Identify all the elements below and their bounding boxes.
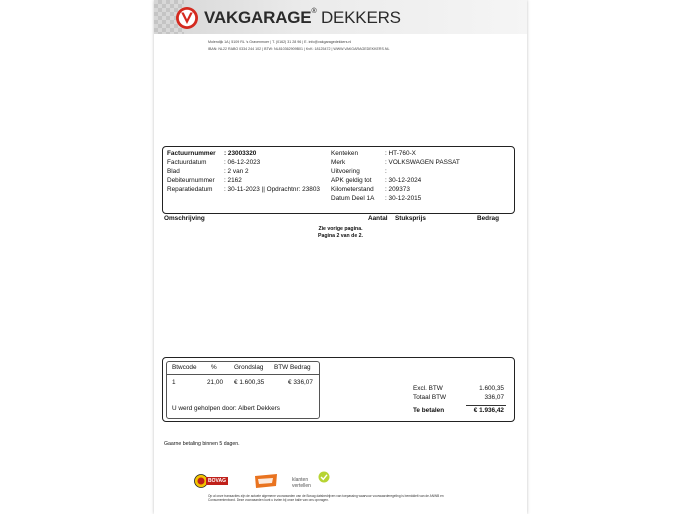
notice-previous-page: Zie vorige pagina. [318,226,363,232]
date-part1a-value: : 30-12-2015 [385,195,422,202]
klanten-check-icon [318,471,330,483]
excl-vat-label: Excl. BTW [413,385,443,392]
repair-date-value: : 30-11-2023 || Opdrachtnr: 23803 [224,186,320,193]
klanten-text-1: klanten [292,477,309,483]
vat-table [166,361,320,419]
bovag-text: BOVAG [208,478,226,484]
invoice-details-box [162,146,515,214]
variant-value: : [385,168,387,175]
mileage-label: Kilometerstand [331,186,374,193]
address-line: Molendijk 1A | 5109 RL 's Gravenmoer | T. (0162) 31 28 96 | E. info@vakgaragedekkers.nl [208,40,352,44]
disclaimer-line-2: Consumentenbond. Deze voorwaarden kunt u inzien bij onze balie van ons opvragen. [208,498,329,503]
payment-note: Gaarne betaling binnen 5 dagen. [164,441,240,447]
debtor-label: Debiteurnummer [167,177,215,184]
plate-value: : HT-760-X [385,150,416,157]
column-bedrag: Bedrag [477,215,500,222]
column-aantal: Aantal [368,215,388,222]
vat-header-amount: BTW Bedrag [274,364,311,371]
sheet-value: : 2 van 2 [224,168,249,175]
vat-row-pct: 21,00 [207,379,223,386]
excl-vat-value: 1.600,35 [479,385,504,392]
vat-row-code: 1 [172,379,176,386]
debtor-value: : 2162 [224,177,242,184]
invoice-page [154,0,527,514]
invoice-number-label: Factuurnummer [167,150,216,157]
vat-header-pct: % [211,364,217,371]
totals-box [162,357,515,422]
apk-label: APK geldig tot [331,177,372,184]
header-banner [154,0,527,34]
disclaimer-line-1: Op al onze transacties zijn de actuele algemene voorwaarden van de Bovag datsbedrijven van toepassing waarvoor voorwaarderegeling is bemiddelt van de ANWB en [208,494,444,498]
bovag-logo [194,473,228,489]
brand-value: : VOLKSWAGEN PASSAT [385,159,460,166]
brand-name-bold: VAKGARAGE [204,8,312,27]
repair-date-label: Reparatiedatum [167,186,213,193]
total-divider [466,405,506,406]
bank-line: IBAN: NL22 RABO 0334 244 102 | BTW: NL810362909B01 | KvK: 18125472 | WWW.VAKGARAGEDEKKERS.NL [208,47,390,51]
notice-page-count: Pagina 2 van de 2. [318,233,363,239]
variant-label: Uitvoering [331,168,360,175]
apk-value: : 30-12-2024 [385,177,422,184]
column-omschrijving: Omschrijving [164,215,205,222]
vakgarage-logo-icon [175,6,199,30]
terms-disclaimer [208,494,498,502]
invoice-number-value: : 23003320 [224,150,257,157]
vat-row-base: € 1.600,35 [234,379,265,386]
brand-label: Merk [331,159,346,166]
helped-by: U werd geholpen door: Albert Dekkers [172,405,280,412]
mileage-value: : 209373 [385,186,410,193]
invoice-date-label: Factuurdatum [167,159,207,166]
amount-due-label: Te betalen [413,407,445,414]
plate-label: Kenteken [331,150,359,157]
brand-name-light: DEKKERS [316,8,401,27]
klanten-vertellen-logo [292,471,332,493]
vat-header-base: Grondslag [234,364,264,371]
column-stuksprijs: Stuksprijs [395,215,426,222]
sheet-label: Blad [167,168,180,175]
date-part1a-label: Datum Deel 1A [331,195,375,202]
vat-header-divider [167,374,319,375]
total-vat-value: 336,07 [484,394,504,401]
brand-registered: ® [311,8,317,15]
invoice-date-value: : 06-12-2023 [224,159,261,166]
brand-name [204,8,401,28]
vat-header-code: Btwcode [172,364,197,371]
vat-row-amount: € 336,07 [288,379,313,386]
total-vat-label: Totaal BTW [413,394,447,401]
amount-due-value: € 1.936,42 [473,407,504,414]
partner-badge-icon [253,473,279,489]
klanten-text-2: vertellen [292,483,311,489]
